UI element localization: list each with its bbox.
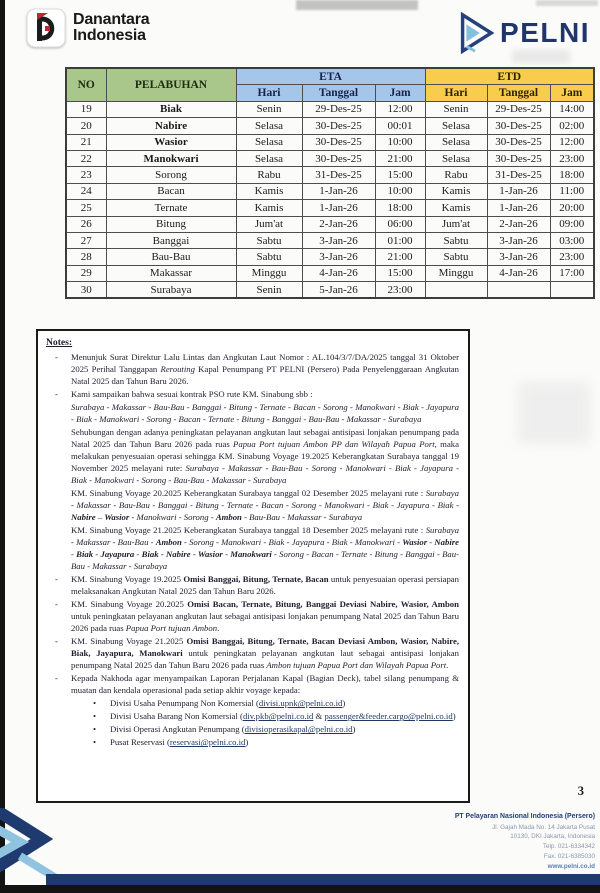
cell-etd-jam: 23:00 [550,249,594,265]
note-text: KM. Sinabung Voyage 21.2025 Keberangkatan Surabaya tanggal 18 Desember 2025 melayani rute : [71,525,426,536]
note-text: Divisi Usaha Penumpang Non Komersial ( [110,698,259,709]
note-text: Divisi Usaha Barang Non Komersial ( [110,711,243,722]
cell-etd-jam: 18:00 [550,167,594,183]
note-text: KM. Sinabung Voyage 21.2025 [71,636,187,647]
cell-port: Wasior [106,134,236,150]
cell-etd-jam: 17:00 [550,265,594,281]
cell-port: Surabaya [106,282,236,299]
scan-smudge [536,0,598,6]
footer-website[interactable]: www.pelni.co.id [547,862,595,870]
note-text: KM. Sinabung Voyage 19.2025 [71,574,184,585]
note-text: , maka melakukan penyesuaian operasi sehingga KM. Sinabung Voyage 19.2025 Keberangkatan Surabaya tanggal 19 November 2025 melayani rute: [71,439,459,474]
col-header-eta-hari: Hari [236,85,302,101]
cell-eta-jam: 10:00 [375,134,425,150]
cell-etd-jam: 11:00 [550,183,594,199]
scan-smudge [296,0,418,10]
note-text: Pusat Reservasi ( [110,737,170,748]
note-text: ) [352,724,356,735]
col-header-etd-tanggal: Tanggal [487,85,550,101]
note-text: Ambon [215,512,242,523]
cell-etd-hari: Selasa [425,134,487,150]
cell-etd-hari: Jum'at [425,216,487,232]
dash-bullet: - [55,352,58,363]
cell-etd-hari: Kamis [425,200,487,216]
schedule-table [65,67,595,299]
pelni-corner-logo-icon [0,808,90,880]
cell-eta-hari: Senin [236,101,302,117]
note-text: - Sorong - Bacan - Ternate - Bitung - Banggai - Bau-Bau - Makassar - Surabaya [71,549,459,572]
col-header-etd-jam: Jam [550,85,594,101]
cell-eta-hari: Sabtu [236,249,302,265]
cell-eta-hari: Senin [236,282,302,299]
table-row [66,150,594,166]
table-row [66,232,594,248]
table-row [66,282,594,299]
pelni-logo [454,12,590,54]
footer-accent-bar [46,874,600,885]
table-row [66,200,594,216]
cell-etd-tanggal: 3-Jan-26 [487,249,550,265]
email-link[interactable]: divisi.upnk@pelni.co.id [258,698,343,709]
cell-etd-jam [550,282,594,299]
cell-eta-jam: 15:00 [375,167,425,183]
cell-etd-tanggal: 1-Jan-26 [487,200,550,216]
cell-etd-hari: Sabtu [425,249,487,265]
note-text: untuk peningkatan pelayanan angkutan laut sebagai antisipasi lonjakan penumpang Natal 2025 dan Tahun Baru 2026 pada ruas [71,611,459,634]
cell-no: 19 [66,101,106,117]
table-row [66,249,594,265]
cell-eta-hari: Kamis [236,183,302,199]
dash-bullet: - [55,599,58,610]
danantara-line2: Indonesia [73,27,146,44]
note-item [46,426,459,486]
note-item [46,598,459,634]
cell-port: Manokwari [106,150,236,166]
note-text: ) [342,698,346,709]
schedule-table-body [66,101,594,298]
note-text: Sehubungan dengan adanya peningkatan pelayanan angkutan laut sebagai antisipasi lonjakan penumpang pada Natal 2025 dan Tahun Baru 2026 pada ruas [71,427,459,450]
cell-no: 25 [66,200,106,216]
cell-eta-hari: Kamis [236,200,302,216]
col-header-etd-hari: Hari [425,85,487,101]
cell-no: 22 [66,150,106,166]
pelni-logo-icon [454,12,496,54]
cell-etd-tanggal: 30-Des-25 [487,134,550,150]
cell-etd-tanggal: 30-Des-25 [487,118,550,134]
cell-etd-tanggal: 30-Des-25 [487,150,550,166]
cell-eta-tanggal: 31-Des-25 [302,167,375,183]
note-text: Papua Port tujuan Ambon [125,623,218,634]
table-row [66,101,594,117]
cell-etd-jam: 23:00 [550,150,594,166]
cell-no: 24 [66,183,106,199]
note-item [46,672,459,696]
dash-bullet: - [55,389,58,400]
note-text: & [313,711,325,722]
table-row [66,134,594,150]
photo-bottom-edge [0,885,600,893]
cell-eta-tanggal: 30-Des-25 [302,150,375,166]
pelni-wordmark: PELNI [500,17,590,48]
footer-company: PT Pelayaran Nasional Indonesia (Persero) [454,813,595,820]
danantara-logo [26,8,149,48]
cell-etd-tanggal: 3-Jan-26 [487,232,550,248]
table-row [66,118,594,134]
note-text: Omisi Banggai, Bitung, Ternate, Bacan Deviasi Ambon, Wasior, Nabire, Biak, Jayapura, Manokwari [71,636,459,659]
cell-port: Nabire [106,118,236,134]
note-text: Rerouting [160,364,195,375]
photo-left-edge [0,0,5,893]
note-item [46,710,459,722]
cell-etd-tanggal: 29-Des-25 [487,101,550,117]
note-text: Omisi Banggai, Bitung, Ternate, Bacan [183,574,329,585]
col-header-pelabuhan: PELABUHAN [106,68,236,101]
notes-list [46,351,459,748]
cell-no: 21 [66,134,106,150]
cell-eta-tanggal: 4-Jan-26 [302,265,375,281]
cell-eta-jam: 01:00 [375,232,425,248]
note-text: Ambon [155,537,182,548]
cell-eta-tanggal: 29-Des-25 [302,101,375,117]
cell-no: 28 [66,249,106,265]
cell-eta-jam: 15:00 [375,265,425,281]
danantara-line1: Danantara [73,11,150,29]
cell-port: Makassar [106,265,236,281]
note-text: ) [452,711,456,722]
col-header-eta-tanggal: Tanggal [302,85,375,101]
cell-eta-tanggal: 30-Des-25 [302,118,375,134]
note-text: Surabaya - Makassar - Bau-Bau - Banggai - Bitung - Ternate - Bacan - Sorong - Manokwari - Biak - Jayapura - Biak - [71,488,459,511]
cell-etd-jam: 20:00 [550,200,594,216]
cell-port: Bau-Bau [106,249,236,265]
note-text: KM. Sinabung Voyage 20.2025 [71,599,188,610]
col-header-eta-jam: Jam [375,85,425,101]
dot-bullet: • [93,711,97,722]
cell-no: 23 [66,167,106,183]
note-text: - Sorong - Manokwari - Biak - Jayapura - Biak - Manokwari - [181,537,403,548]
email-link[interactable]: divisioperasikapal@pelni.co.id [244,724,353,735]
cell-no: 27 [66,232,106,248]
dot-bullet: • [93,698,97,709]
col-header-etd: ETD [425,68,594,85]
cell-eta-tanggal: 5-Jan-26 [302,282,375,299]
note-item [46,723,459,735]
cell-eta-hari: Selasa [236,134,302,150]
note-text: KM. Sinabung Voyage 20.2025 Keberangkatan Surabaya tanggal 02 Desember 2025 melayani rute : [71,488,426,499]
note-text: Surabaya - Makassar - Bau-Bau - Banggai - Bitung - Ternate - Bacan - Sorong - Manokwari - Biak - Jayapura - Biak - Manokwari - Sorong - Bacan - Ternate - Bitung - Banggai - Bau-Bau - Makassar - Surabaya [71,402,459,425]
scan-smudge [518,382,590,444]
note-text: . [217,623,220,634]
note-text: Menunjuk Surat Direktur Lalu Lintas dan Angkutan Laut Nomor : AL.104/3/7/DA/2025 tanggal 31 Oktober 2025 Perihal Tanggapan [71,352,459,375]
danantara-logo-icon [26,8,66,48]
cell-eta-jam: 23:00 [375,282,425,299]
footer-address2: 10130, DKI Jakarta, Indonesia [510,833,595,841]
footer-address1: Jl. Gajah Mada No. 14 Jakarta Pusat [492,823,595,831]
cell-no: 30 [66,282,106,299]
note-text: Wasior - Nabire - Biak - Jayapura - Biak - Nabire - Wasior - Manokwari [71,537,460,560]
cell-eta-jam: 21:00 [375,150,425,166]
note-item [46,573,459,597]
cell-etd-hari: Kamis [425,183,487,199]
table-row [66,265,594,281]
notes-title: Notes: [46,337,73,348]
cell-eta-hari: Rabu [236,167,302,183]
cell-no: 26 [66,216,106,232]
note-text: untuk penyesuaian operasi persiapan melaksanakan Angkutan Natal 2025 dan Tahun Baru 2026. [71,574,459,597]
cell-etd-jam: 12:00 [550,134,594,150]
col-header-eta: ETA [236,68,425,85]
note-item [46,524,459,572]
note-text: Divisi Operasi Angkutan Penumpang ( [110,724,245,735]
note-item [46,697,459,709]
note-item [46,388,459,400]
note-text: - Manokwari - Sorong - [129,512,216,523]
dash-bullet: - [55,636,58,647]
note-text: Nabire [71,512,96,523]
cell-eta-hari: Jum'at [236,216,302,232]
footer-phone: Telp. 021-6334342 [542,843,595,851]
cell-no: 20 [66,118,106,134]
col-header-no: NO [66,68,106,101]
cell-eta-tanggal: 30-Des-25 [302,134,375,150]
cell-etd-hari [425,282,487,299]
cell-etd-jam: 02:00 [550,118,594,134]
cell-eta-jam: 18:00 [375,200,425,216]
cell-etd-tanggal: 31-Des-25 [487,167,550,183]
cell-eta-jam: 12:00 [375,101,425,117]
cell-etd-tanggal: 1-Jan-26 [487,183,550,199]
table-row [66,183,594,199]
note-text: . [446,660,449,671]
cell-port: Banggai [106,232,236,248]
cell-port: Bacan [106,183,236,199]
note-item [46,487,459,523]
cell-etd-hari: Minggu [425,265,487,281]
cell-etd-tanggal: 4-Jan-26 [487,265,550,281]
cell-eta-tanggal: 3-Jan-26 [302,249,375,265]
cell-eta-tanggal: 1-Jan-26 [302,183,375,199]
dash-bullet: - [55,574,58,585]
cell-etd-jam: 03:00 [550,232,594,248]
note-text: Kepada Nakhoda agar menyampaikan Laporan Perjalanan Kapal (Bagian Deck), tabel silang penumpang & muatan dan kendala operasional pada setiap akhir voyage kepada: [71,673,459,696]
cell-eta-jam: 06:00 [375,216,425,232]
notes-box [36,329,470,803]
note-item [46,401,459,425]
cell-eta-tanggal: 2-Jan-26 [302,216,375,232]
dot-bullet: • [93,737,97,748]
note-text: – [95,512,105,523]
cell-etd-tanggal [487,282,550,299]
note-item [46,635,459,671]
note-text: - Bau-Bau - Makassar - Surabaya [241,512,363,523]
note-text: ) [245,737,249,748]
cell-etd-hari: Rabu [425,167,487,183]
cell-etd-hari: Senin [425,101,487,117]
note-text: Surabaya - Makassar - Bau-Bau - [71,525,459,548]
footer-fax: Fax. 021-6385030 [543,852,595,860]
footer-contact [455,812,595,871]
note-text: Ambon tujuan Papua Port dan Wilayah Papua Port [266,660,447,671]
note-text: Wasior [104,512,130,523]
table-row [66,167,594,183]
note-text: Kapal Penumpang PT PELNI (Persero) Pada Penyelenggaraan Angkutan Natal 2025 dan Tahun Baru 2026. [71,364,460,387]
cell-eta-hari: Minggu [236,265,302,281]
note-text: Kami sampaikan bahwa sesuai kontrak PSO rute KM. Sinabung sbb : [71,389,313,400]
dash-bullet: - [55,673,58,684]
cell-port: Bitung [106,216,236,232]
note-text: Omisi Bacan, Ternate, Bitung, Banggai Deviasi Nabire, Wasior, Ambon [187,599,459,610]
email-link[interactable]: passenger&feeder.cargo@pelni.co.id [324,711,453,722]
dot-bullet: • [93,724,97,735]
cell-port: Ternate [106,200,236,216]
note-text: untuk peningkatan pelayanan angkutan laut sebagai antisipasi lonjakan penumpang Natal 2025 dan Tahun Baru 2026 pada ruas [71,648,459,671]
cell-eta-jam: 00:01 [375,118,425,134]
cell-etd-jam: 14:00 [550,101,594,117]
cell-eta-hari: Sabtu [236,232,302,248]
cell-eta-tanggal: 3-Jan-26 [302,232,375,248]
email-link[interactable]: reservasi@pelni.co.id [169,737,246,748]
cell-eta-hari: Selasa [236,118,302,134]
note-item [46,351,459,387]
cell-no: 29 [66,265,106,281]
cell-eta-jam: 21:00 [375,249,425,265]
email-link[interactable]: div.pkb@pelni.co.id [242,711,314,722]
page-number: 3 [577,784,584,798]
cell-eta-tanggal: 1-Jan-26 [302,200,375,216]
cell-etd-jam: 09:00 [550,216,594,232]
cell-port: Sorong [106,167,236,183]
cell-etd-hari: Selasa [425,118,487,134]
note-text: Surabaya - Makassar - Bau-Bau - Sorong - Manokwari - Biak - Jayapura - Biak - Manokwari - Sorong - Bau-Bau - Makassar - Surabaya [71,463,459,486]
cell-eta-jam: 10:00 [375,183,425,199]
cell-etd-hari: Selasa [425,150,487,166]
table-row [66,216,594,232]
cell-etd-tanggal: 2-Jan-26 [487,216,550,232]
note-text: Papua Port tujuan Ambon PP dan Wilayah Papua Port [233,439,435,450]
cell-etd-hari: Sabtu [425,232,487,248]
cell-port: Biak [106,101,236,117]
cell-eta-hari: Selasa [236,150,302,166]
note-item [46,736,459,748]
